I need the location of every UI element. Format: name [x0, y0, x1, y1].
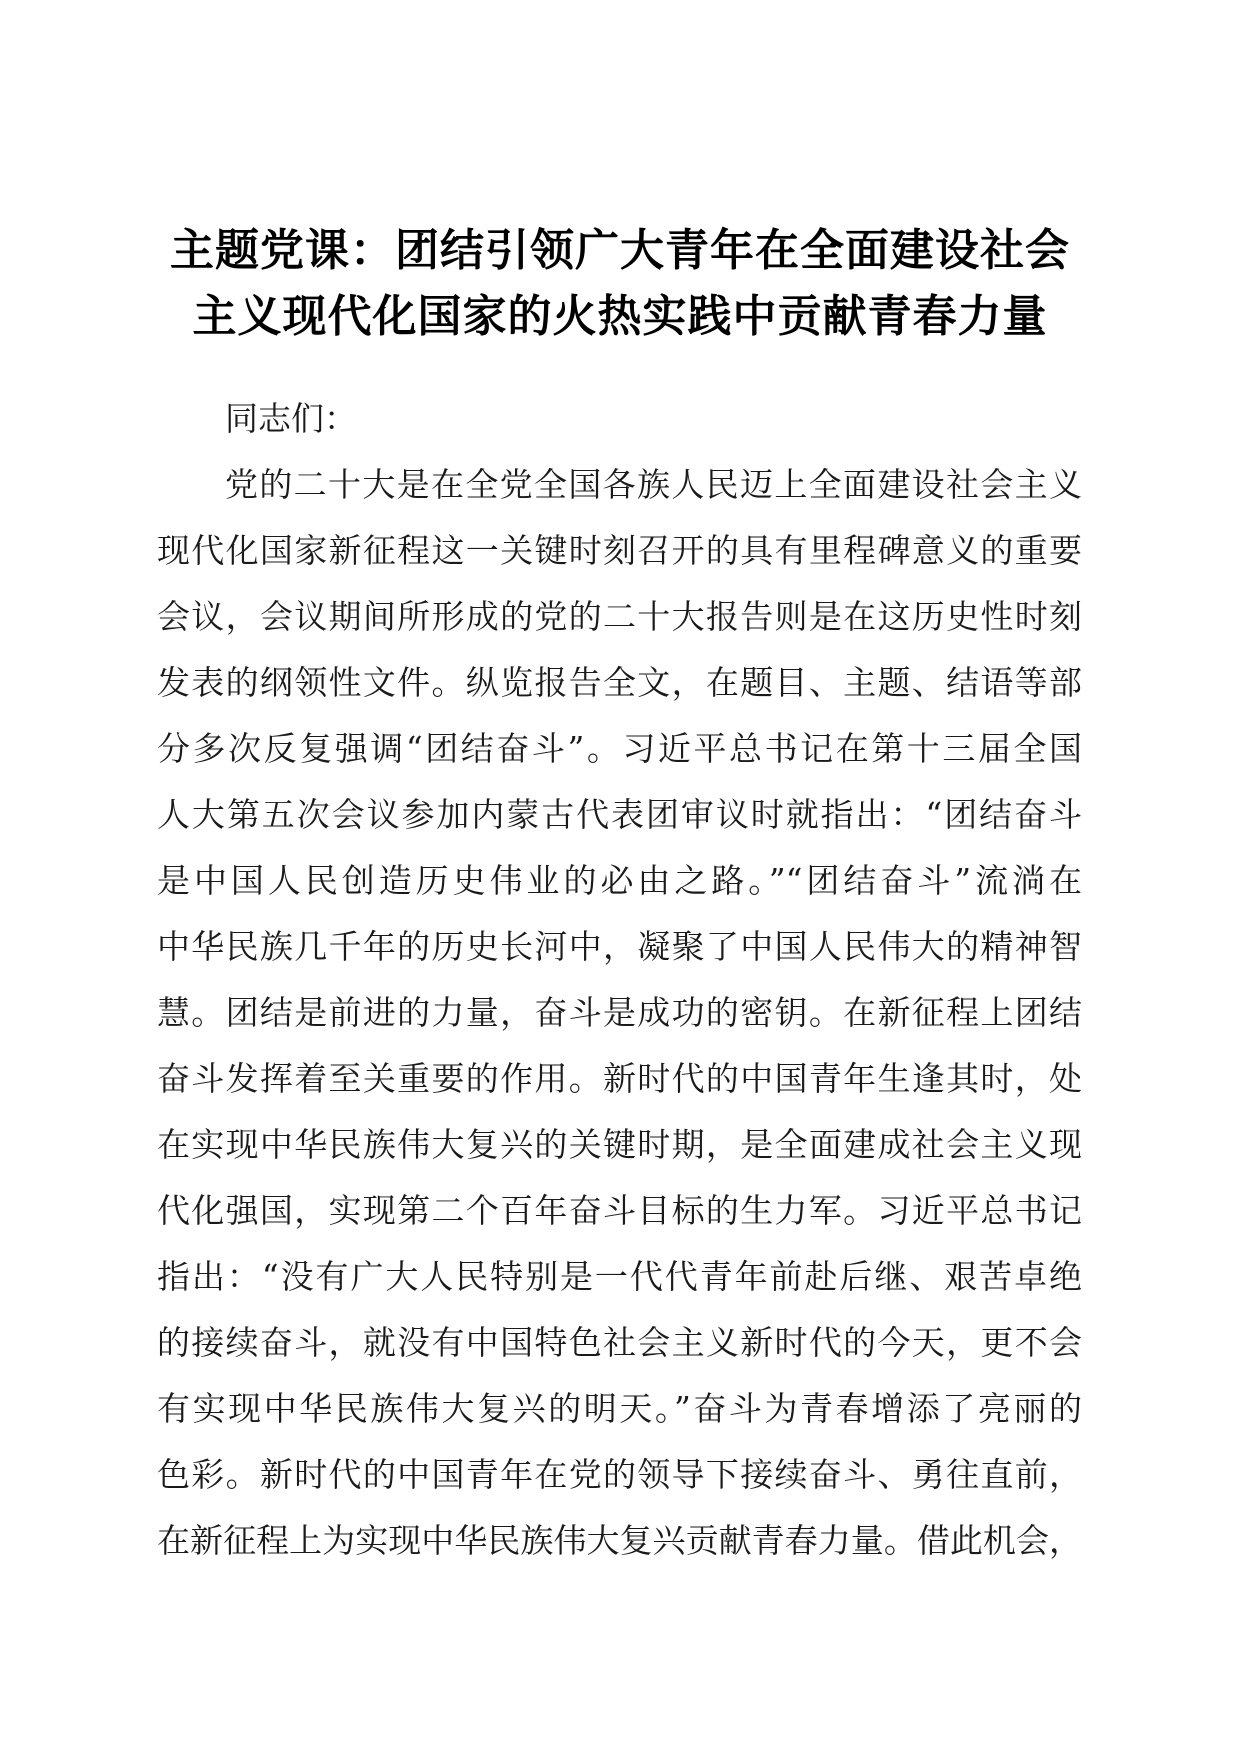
greeting: 同志们：: [225, 399, 357, 438]
paragraph-1: [157, 452, 1082, 1574]
paragraph-line: 的接续奋斗，就没有中国特色社会主义新时代的今天，更不会: [157, 1323, 1082, 1362]
paragraph-line: 在实现中华民族伟大复兴的关键时期，是全面建成社会主义现: [157, 1125, 1082, 1164]
paragraph-line: 在新征程上为实现中华民族伟大复兴贡献青春力量。借此机会，: [157, 1521, 1082, 1560]
paragraph-line: 分多次反复强调“团结奋斗”。习近平总书记在第十三届全国: [157, 729, 1082, 768]
paragraph-line: 现代化国家新征程这一关键时刻召开的具有里程碑意义的重要: [157, 531, 1082, 570]
paragraph-line: 有实现中华民族伟大复兴的明天。”奋斗为青春增添了亮丽的: [157, 1389, 1082, 1428]
paragraph-line: 代化强国，实现第二个百年奋斗目标的生力军。习近平总书记: [157, 1191, 1082, 1230]
title-line-1: 主题党课：团结引领广大青年在全面建设社会: [170, 225, 1070, 276]
paragraph-line: 指出：“没有广大人民特别是一代代青年前赴后继、艰苦卓绝: [157, 1257, 1082, 1296]
paragraph-line: 是中国人民创造历史伟业的必由之路。”“团结奋斗”流淌在: [157, 861, 1082, 900]
paragraph-line: 发表的纲领性文件。纵览报告全文，在题目、主题、结语等部: [157, 663, 1082, 702]
paragraph-line: 慧。团结是前进的力量，奋斗是成功的密钥。在新征程上团结: [157, 993, 1082, 1032]
paragraph-line: 人大第五次会议参加内蒙古代表团审议时就指出：“团结奋斗: [157, 795, 1082, 834]
paragraph-line: 奋斗发挥着至关重要的作用。新时代的中国青年生逢其时，处: [157, 1059, 1082, 1098]
document-body: [157, 386, 1082, 1574]
document-title: [140, 218, 1100, 350]
paragraph-line: 中华民族几千年的历史长河中，凝聚了中国人民伟大的精神智: [157, 927, 1082, 966]
paragraph-line: 党的二十大是在全党全国各族人民迈上全面建设社会主义: [225, 465, 1082, 504]
paragraph-line: 色彩。新时代的中国青年在党的领导下接续奋斗、勇往直前，: [157, 1455, 1082, 1494]
paragraph-line: 会议，会议期间所形成的党的二十大报告则是在这历史性时刻: [157, 597, 1082, 636]
title-line-2: 主义现代化国家的火热实践中贡献青春力量: [192, 291, 1048, 342]
